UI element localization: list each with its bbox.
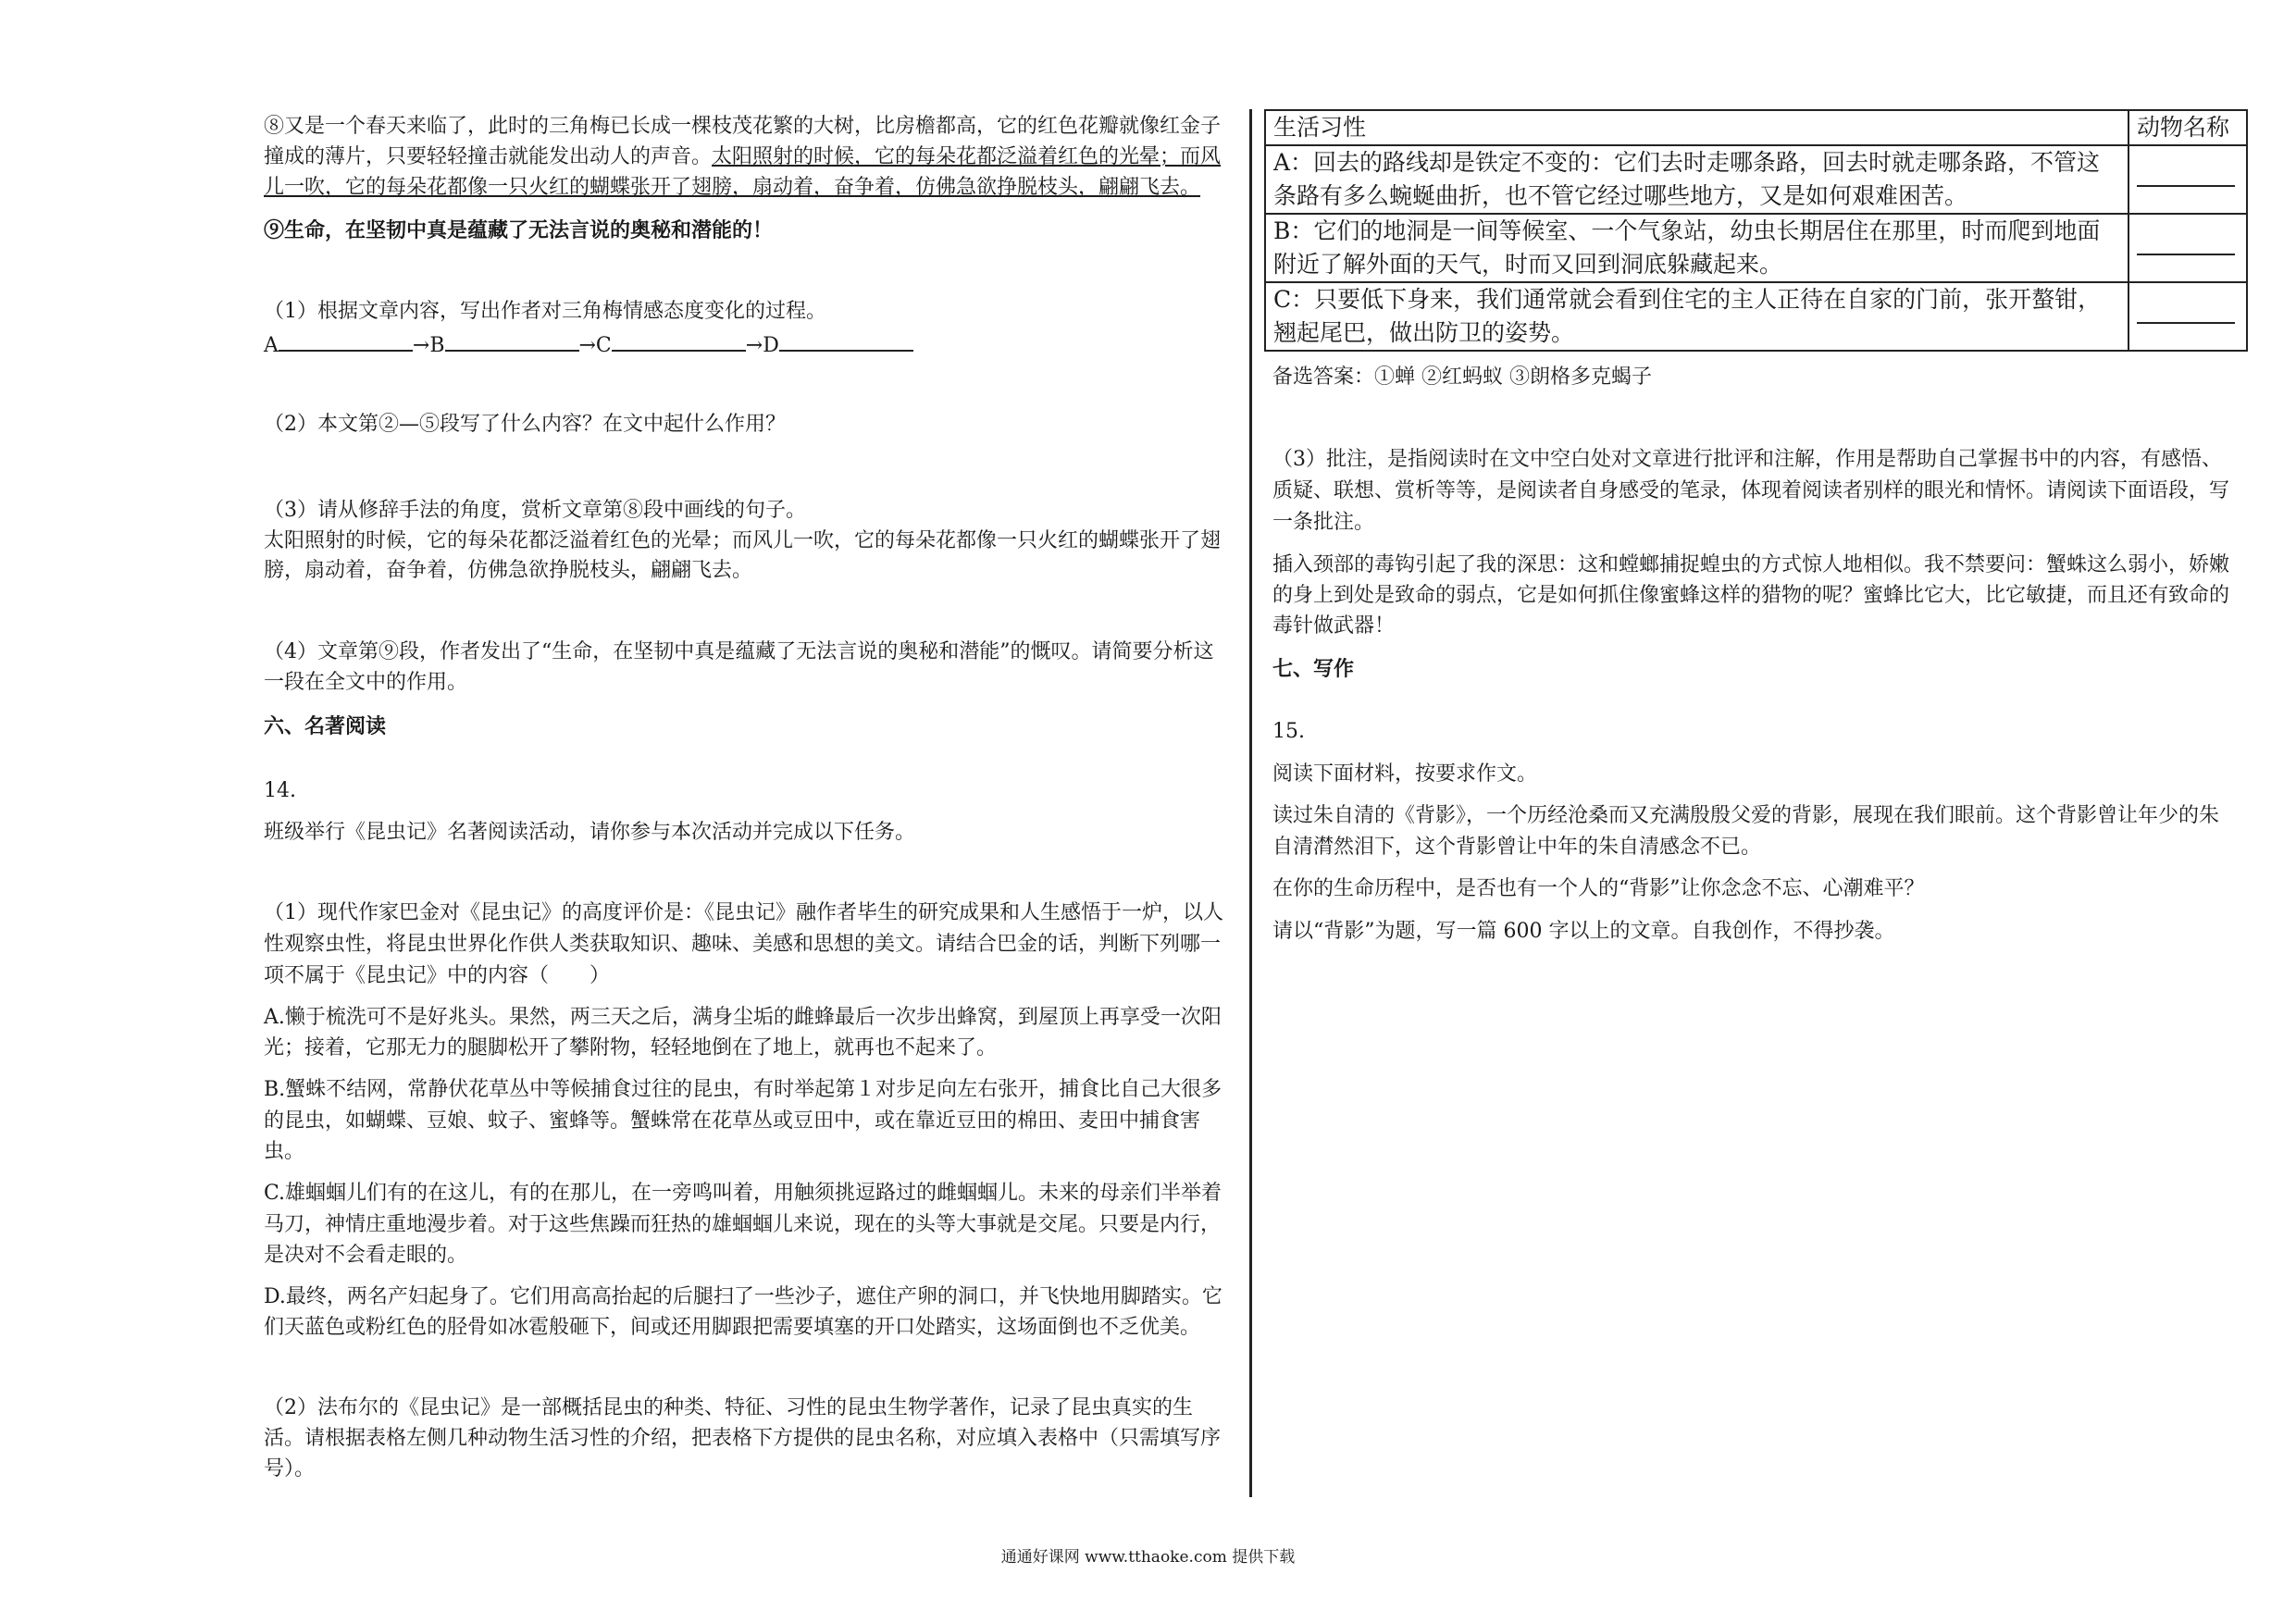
question-4-line-2: 一段在全文中的作用。 — [264, 671, 468, 694]
option-b-line-3: 虫。 — [264, 1140, 305, 1163]
option-b-line-1: B.蟹蛛不结网，常静伏花草丛中等候捕食过往的昆虫，有时举起第１对步足向左右张开，捕食比自己大很多 — [264, 1078, 1222, 1101]
answer-blank[interactable] — [2137, 163, 2235, 187]
writing-instruction: 阅读下面材料，按要求作文。 — [1272, 762, 1538, 786]
sub-3-line-1: （3）批注，是指阅读时在文中空白处对文章进行批评和注解，作用是帮助自己掌握书中的内容，有感悟、 — [1272, 448, 2223, 471]
habit-cell: A：回去的路线却是铁定不变的：它们去时走哪条路，回去时就走哪条路，不管这 条路有多么蜿蜒曲折，也不管它经过哪些地方，又是如何艰难困苦。 — [1265, 145, 2128, 214]
writing-question: 在你的生命历程中，是否也有一个人的“背影”让你念念不忘、心潮难平？ — [1272, 877, 1925, 900]
habit-table — [1264, 109, 2248, 352]
habit-table-header-row — [1265, 110, 2247, 145]
blank-c[interactable] — [612, 329, 746, 352]
habit-row-a — [1265, 145, 2247, 214]
habit-cell: B：它们的地洞是一间等候室、一个气象站，幼虫长期居住在那里，时而爬到地面 附近了解外面的天气，时而又回到洞底躲藏起来。 — [1265, 214, 2128, 282]
blank-d[interactable] — [779, 329, 913, 352]
habit-row-c — [1265, 282, 2247, 351]
paragraph-8-underlined: 太阳照射的时候，它的每朵花都泛溢着红色的光晕；而风 — [712, 145, 1222, 168]
name-column-header: 动物名称 — [2128, 110, 2247, 145]
paragraph-8-line-2 — [264, 143, 1221, 171]
page-footer: 通通好课网 www.tthaoke.com 提供下载 — [1000, 1548, 1296, 1567]
option-c-line-3: 是决对不会看走眼的。 — [264, 1244, 468, 1267]
option-d-line-1: D.最终，两名产妇起身了。它们用高高抬起的后腿扫了一些沙子，遮住产卵的洞口，并飞快地用脚踏实。它 — [264, 1285, 1222, 1308]
question-1: （1）根据文章内容，写出作者对三角梅情感态度变化的过程。 — [264, 300, 826, 323]
question-14-intro: 班级举行《昆虫记》名著阅读活动，请你参与本次活动并完成以下任务。 — [264, 821, 916, 844]
writing-material-line-1: 读过朱自清的《背影》，一个历经沧桑而又充满殷殷父爱的背影，展现在我们眼前。这个背影曾让年少的朱 — [1272, 804, 2220, 827]
blank-b[interactable] — [445, 329, 579, 352]
paragraph-9: ⑨生命，在坚韧中真是蕴藏了无法言说的奥秘和潜能的！ — [264, 218, 774, 242]
option-a-line-1: A.懒于梳洗可不是好兆头。果然，两三天之后，满身尘垢的雌蜂最后一次步出蜂窝，到屋顶上再享受一次阳 — [264, 1006, 1222, 1029]
question-1-answer-line — [264, 329, 913, 360]
column-divider — [1249, 109, 1252, 1497]
question-3-quote-line-2: 膀，扇动着，奋争着，仿佛急欲挣脱枝头，翩翩飞去。 — [264, 559, 753, 582]
blank-c-label: →C — [578, 334, 612, 357]
blank-a-label: A — [264, 334, 279, 357]
habit-column-header: 生活习性 — [1265, 110, 2128, 145]
answer-blank[interactable] — [2137, 300, 2235, 324]
passage-line-2: 的身上到处是致命的弱点，它是如何抓住像蜜蜂这样的猎物的呢？蜜蜂比它大，比它敏捷，而且还有致命的 — [1272, 584, 2230, 607]
passage-line-3: 毒针做武器！ — [1272, 614, 1396, 638]
answer-cell-c[interactable] — [2128, 282, 2247, 351]
paragraph-8-line-1: ⑧又是一个春天来临了，此时的三角梅已长成一棵枝茂花繁的大树，比房檐都高，它的红色花瓣就像红金子 — [264, 115, 1222, 138]
sub-2-line-3: 号）。 — [264, 1457, 316, 1481]
blank-d-label: →D — [745, 334, 779, 357]
option-c-line-2: 马刀，神情庄重地漫步着。对于这些焦躁而狂热的雄蝈蝈儿来说，现在的头等大事就是交尾。只要是内行， — [264, 1213, 1222, 1236]
paragraph-8-plain: 撞成的薄片，只要轻轻撞击就能发出动人的声音。 — [264, 145, 713, 168]
answer-blank[interactable] — [2137, 231, 2235, 255]
section-7-heading: 七、写作 — [1272, 657, 1355, 681]
answer-options: 备选答案：①蝉 ②红蚂蚁 ③朗格多克蝎子 — [1272, 365, 1652, 389]
answer-cell-b[interactable] — [2128, 214, 2247, 282]
habit-row-b — [1265, 214, 2247, 282]
question-14-number: 14. — [264, 779, 296, 802]
sub-2-line-1: （2）法布尔的《昆虫记》是一部概括昆虫的种类、特征、习性的昆虫生物学著作，记录了昆虫真实的生 — [264, 1396, 1194, 1419]
sub-2-line-2: 活。请根据表格左侧几种动物生活习性的介绍，把表格下方提供的昆虫名称，对应填入表格中（只需填写序 — [264, 1427, 1222, 1450]
question-2: （2）本文第②—⑤段写了什么内容？在文中起什么作用？ — [264, 413, 786, 436]
paragraph-8-line-3-underlined: 儿一吹，它的每朵花都像一只火红的蝴蝶张开了翅膀，扇动着，奋争着，仿佛急欲挣脱枝头，翩翩飞去。 — [264, 176, 1201, 199]
option-d-line-2: 们天蓝色或粉红色的胫骨如冰雹般砸下，间或还用脚跟把需要填塞的开口处踏实，这场面倒也不乏优美。 — [264, 1316, 1201, 1339]
question-3: （3）请从修辞手法的角度，赏析文章第⑧段中画线的句子。 — [264, 499, 806, 522]
sub-1-line-3: 项不属于《昆虫记》中的内容（ ） — [264, 964, 611, 987]
writing-task: 请以“背影”为题，写一篇 600 字以上的文章。自我创作，不得抄袭。 — [1272, 920, 1895, 943]
option-a-line-2: 光；接着，它那无力的腿脚松开了攀附物，轻轻地倒在了地上，就再也不起来了。 — [264, 1036, 998, 1059]
sub-3-line-3: 一条批注。 — [1272, 511, 1375, 534]
question-15-number: 15. — [1272, 720, 1305, 743]
sub-1-line-2: 性观察虫性，将昆虫世界化作供人类获取知识、趣味、美感和思想的美文。请结合巴金的话，判断下列哪一 — [264, 933, 1222, 956]
answer-cell-a[interactable] — [2128, 145, 2247, 214]
blank-b-label: →B — [412, 334, 445, 357]
question-3-quote-line-1: 太阳照射的时候，它的每朵花都泛溢着红色的光晕；而风儿一吹，它的每朵花都像一只火红的蝴蝶张开了翅 — [264, 529, 1222, 552]
sub-3-line-2: 质疑、联想、赏析等等，是阅读者自身感受的笔录，体现着阅读者别样的眼光和情怀。请阅读下面语段，写 — [1272, 479, 2230, 502]
sub-1-line-1: （1）现代作家巴金对《昆虫记》的高度评价是：《昆虫记》融作者毕生的研究成果和人生感悟于一炉，以人 — [264, 901, 1224, 924]
option-c-line-1: C.雄蝈蝈儿们有的在这儿，有的在那儿，在一旁鸣叫着，用触须挑逗路过的雌蝈蝈儿。未来的母亲们半举着 — [264, 1182, 1222, 1205]
section-6-heading: 六、名著阅读 — [264, 714, 387, 738]
question-4-line-1: （4）文章第⑨段，作者发出了“生命，在坚韧中真是蕴藏了无法言说的奥秘和潜能”的慨叹。请简要分析这 — [264, 640, 1214, 663]
option-b-line-2: 的昆虫，如蝴蝶、豆娘、蚊子、蜜蜂等。蟹蛛常在花草丛或豆田中，或在靠近豆田的棉田、麦田中捕食害 — [264, 1109, 1201, 1133]
passage-line-1: 插入颈部的毒钩引起了我的深思：这和螳螂捕捉蝗虫的方式惊人地相似。我不禁要问：蟹蛛这么弱小，娇嫩 — [1272, 553, 2230, 576]
habit-cell: C：只要低下身来，我们通常就会看到住宅的主人正待在自家的门前，张开螯钳， 翘起尾巴，做出防卫的姿势。 — [1265, 282, 2128, 351]
writing-material-line-2: 自清潸然泪下，这个背影曾让中年的朱自清感念不已。 — [1272, 836, 1762, 859]
blank-a[interactable] — [279, 329, 413, 352]
